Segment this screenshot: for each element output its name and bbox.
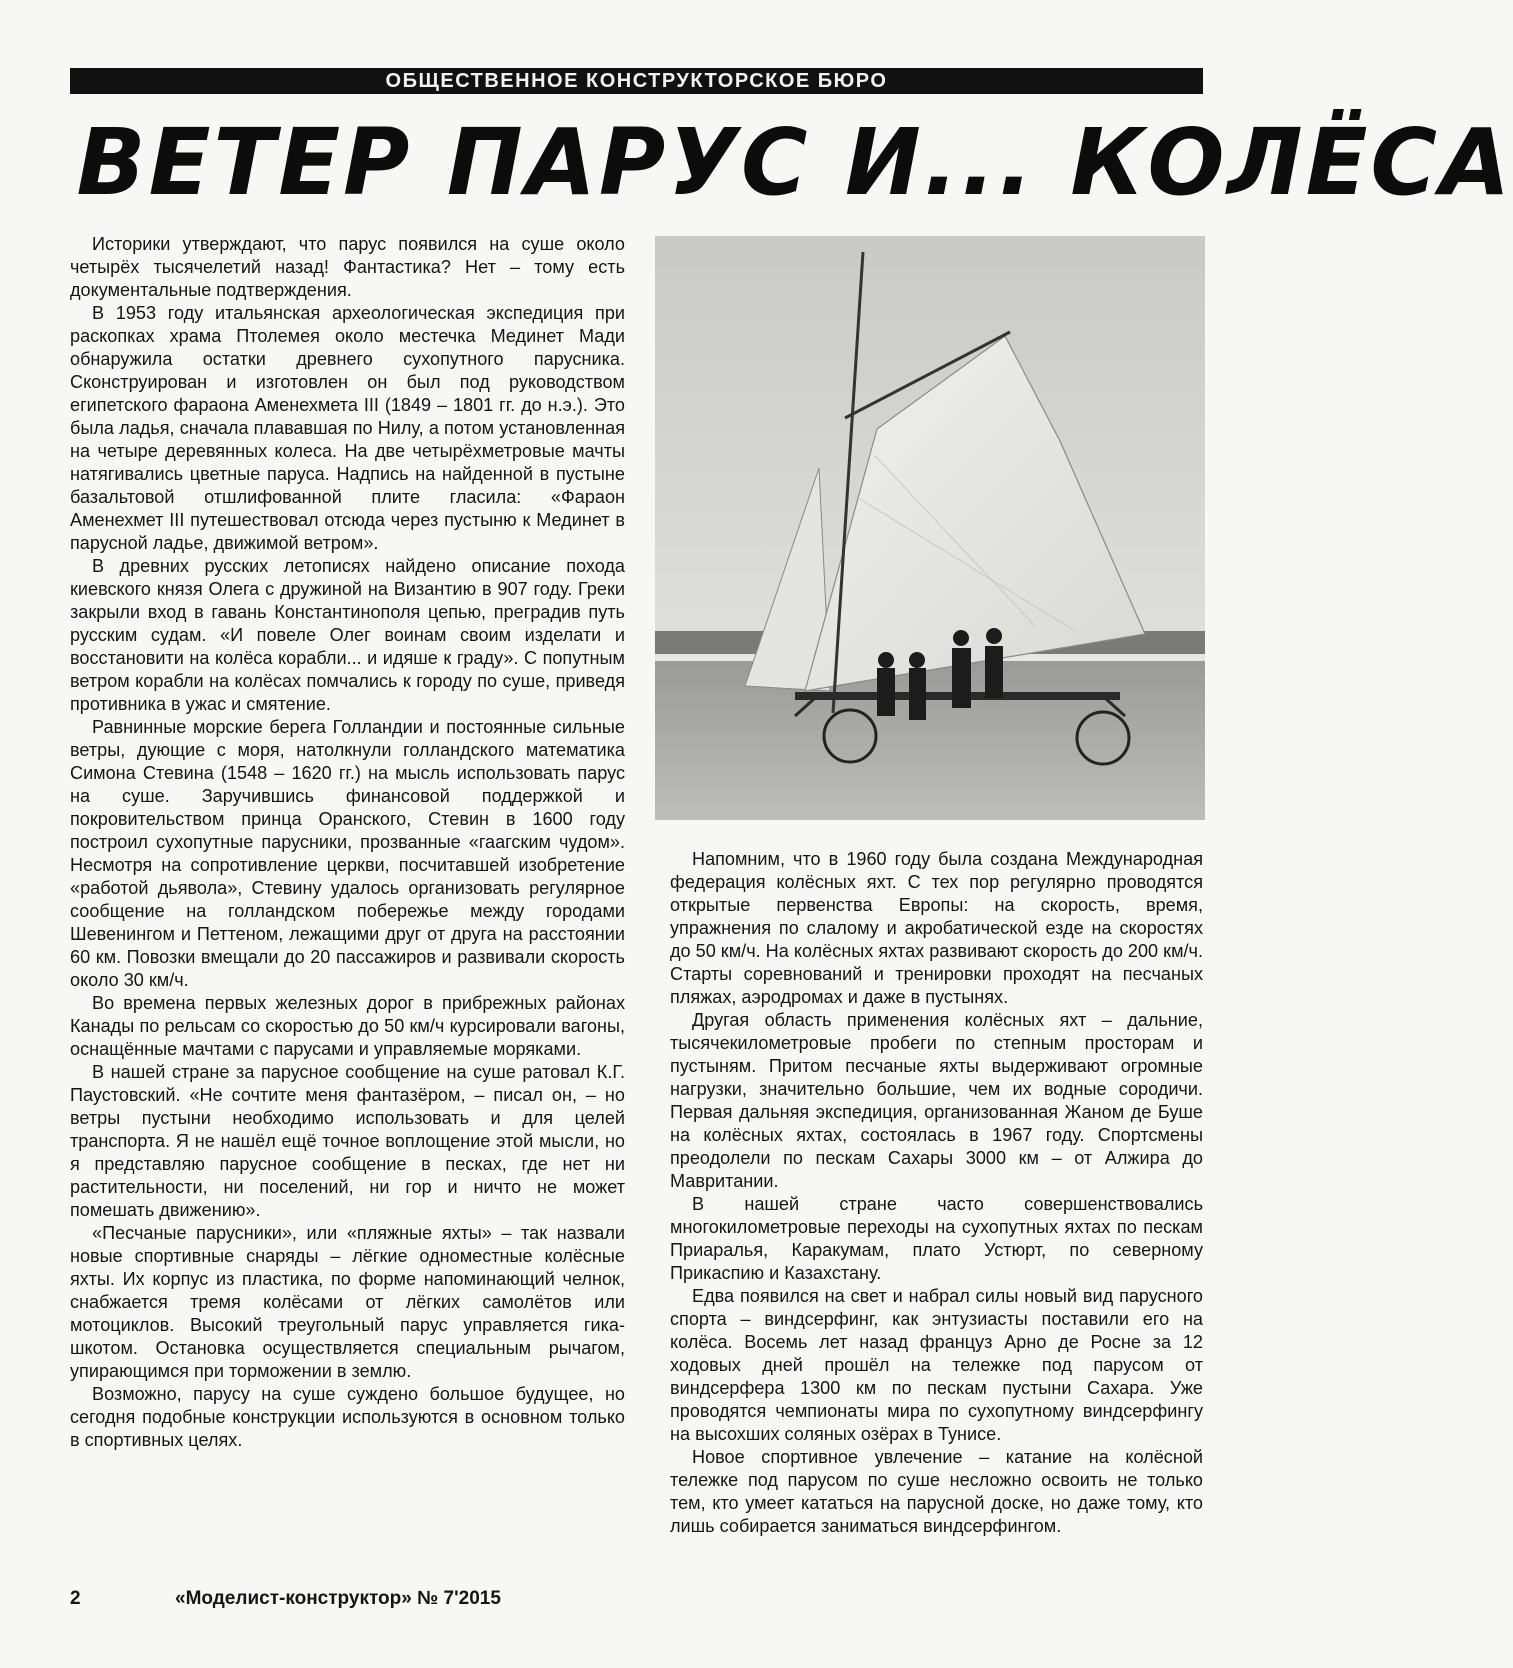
section-rubric: ОБЩЕСТВЕННОЕ КОНСТРУКТОРСКОЕ БЮРО bbox=[385, 69, 888, 92]
right-text-column bbox=[670, 848, 1203, 1538]
paragraph: В нашей стране часто совершенствовались многокилометровые переходы на сухопутных яхтах по пескам Приаралья, Каракумам, плато Устюрт, по северному Прикаспию и Казахстану. bbox=[670, 1194, 1203, 1283]
land-yacht-illustration bbox=[655, 236, 1205, 820]
paragraph: Напомним, что в 1960 году была создана Международная федерация колёсных яхт. С тех пор регулярно проводятся открытые первенства Европы: на скорость, время, упражнения по слалому и акробатической езде на скоростях до 50 км/ч. На колёсных яхтах развивают скорость до 200 км/ч. Старты соревнований и тренировки проходят на песчаных пляжах, аэродромах и даже в пустынях. bbox=[670, 849, 1203, 1007]
paragraph: В 1953 году итальянская археологическая экспедиция при раскопках храма Птолемея около местечка Мединет Мади обнаружила остатки древнего сухопутного парусника. Сконструирован и изготовлен он был под руководством египетского фараона Аменехмета III (1849 – 1801 гг. до н.э.). Это была ладья, сначала плававшая по Нилу, а потом установленная на четыре деревянных колеса. На две четырёхметровые мачты натягивались цветные паруса. Надпись на найденной в пустыне базальтовой отшлифованной плите гласила: «Фараон Аменехмет III путешествовал отсюда через пустыню к Мединет в парусной ладье, движимой ветром». bbox=[70, 303, 625, 553]
page-number: 2 bbox=[70, 1588, 81, 1609]
page-footer bbox=[70, 1588, 501, 1610]
paragraph: Историки утверждают, что парус появился на суше около четырёх тысячелетий назад! Фантастика? Нет – тому есть документальные подтверждения. bbox=[70, 234, 625, 300]
magazine-issue: «Моделист-конструктор» № 7'2015 bbox=[175, 1588, 501, 1609]
paragraph: Другая область применения колёсных яхт – дальние, тысячекилометровые пробеги по степным просторам и пустыням. Притом песчаные яхты выдерживают огромные нагрузки, значительно большие, чем их водные сородичи. Первая дальняя экспедиция, организованная Жаном де Буше на колёсных яхтах, состоялась в 1967 году. Спортсмены преодолели по пескам Сахары 3000 км – от Алжира до Мавритании. bbox=[670, 1010, 1203, 1191]
paragraph: Во времена первых железных дорог в прибрежных районах Канады по рельсам со скоростью до 50 км/ч курсировали вагоны, оснащённые мачтами с парусами и управляемые моряками. bbox=[70, 993, 625, 1059]
paragraph: Едва появился на свет и набрал силы новый вид парусного спорта – виндсерфинг, как энтузиасты поставили его на колёса. Восемь лет назад француз Арно де Росне за 12 ходовых дней прошёл на тележке под парусом от виндсерфера 1300 км по пескам пустыни Сахара. Уже проводятся чемпионаты мира по сухопутному виндсерфингу на высохших соляных озёрах в Тунисе. bbox=[670, 1286, 1203, 1444]
paragraph: В древних русских летописях найдено описание похода киевского князя Олега с дружиной на Византию в 907 году. Греки закрыли вход в гавань Константинополя цепью, преградив путь русским судам. «И повеле Олег воинам своим изделати и восстановити на колёса корабли... и идяше к граду». С попутным ветром корабли на колёсах помчались к городу по суше, приведя противника в ужас и смятение. bbox=[70, 556, 625, 714]
left-text-column bbox=[70, 233, 625, 1452]
paragraph: Возможно, парусу на суше суждено большое будущее, но сегодня подобные конструкции используются в основном только в спортивных целях. bbox=[70, 1384, 625, 1450]
paragraph: В нашей стране за парусное сообщение на суше ратовал К.Г. Паустовский. «Не сочтите меня фантазёром, – писал он, – но ветры пустыни необходимо использовать и для целей транспорта. Я не нашёл ещё точное воплощение этой мысли, но я представляю парусное сообщение в песках, где нет ни растительности, ни поселений, ни гор и ничто не может помешать движению». bbox=[70, 1062, 625, 1220]
paragraph: Равнинные морские берега Голландии и постоянные сильные ветры, дующие с моря, натолкнули голландского математика Симона Стевина (1548 – 1620 гг.) на мысль использовать парус на суше. Заручившись финансовой поддержкой и покровительством принца Оранского, Стевин в 1600 году построил сухопутные парусники, прозванные «гаагским чудом». Несмотря на сопротивление церкви, посчитавшей изобретение «работой дьявола», Стевину удалось организовать регулярное сообщение на голландском побережье между городами Шевенингом и Петтеном, лежащими друг от друга на расстоянии 60 км. Повозки вмещали до 20 пассажиров и развивали скорость около 30 км/ч. bbox=[70, 717, 625, 990]
article-title: ВЕТЕР ПАРУС И... КОЛЁСА bbox=[76, 109, 1513, 216]
paragraph: «Песчаные парусники», или «пляжные яхты» – так назвали новые спортивные снаряды – лёгкие одноместные колёсные яхты. Их корпус из пластика, по форме напоминающий челнок, снабжается тремя колёсами от лёгких самолётов или мотоциклов. Высокий треугольный парус управляется гика-шкотом. Остановка осуществляется специальным рычагом, упирающимся при торможении в землю. bbox=[70, 1223, 625, 1381]
paragraph: Новое спортивное увлечение – катание на колёсной тележке под парусом по суше несложно освоить не только тем, кто умеет кататься на парусной доске, но даже тому, кто лишь собирается заниматься виндсерфингом. bbox=[670, 1447, 1203, 1536]
land-yacht-photo bbox=[655, 236, 1205, 820]
section-rubric-band bbox=[70, 68, 1203, 94]
